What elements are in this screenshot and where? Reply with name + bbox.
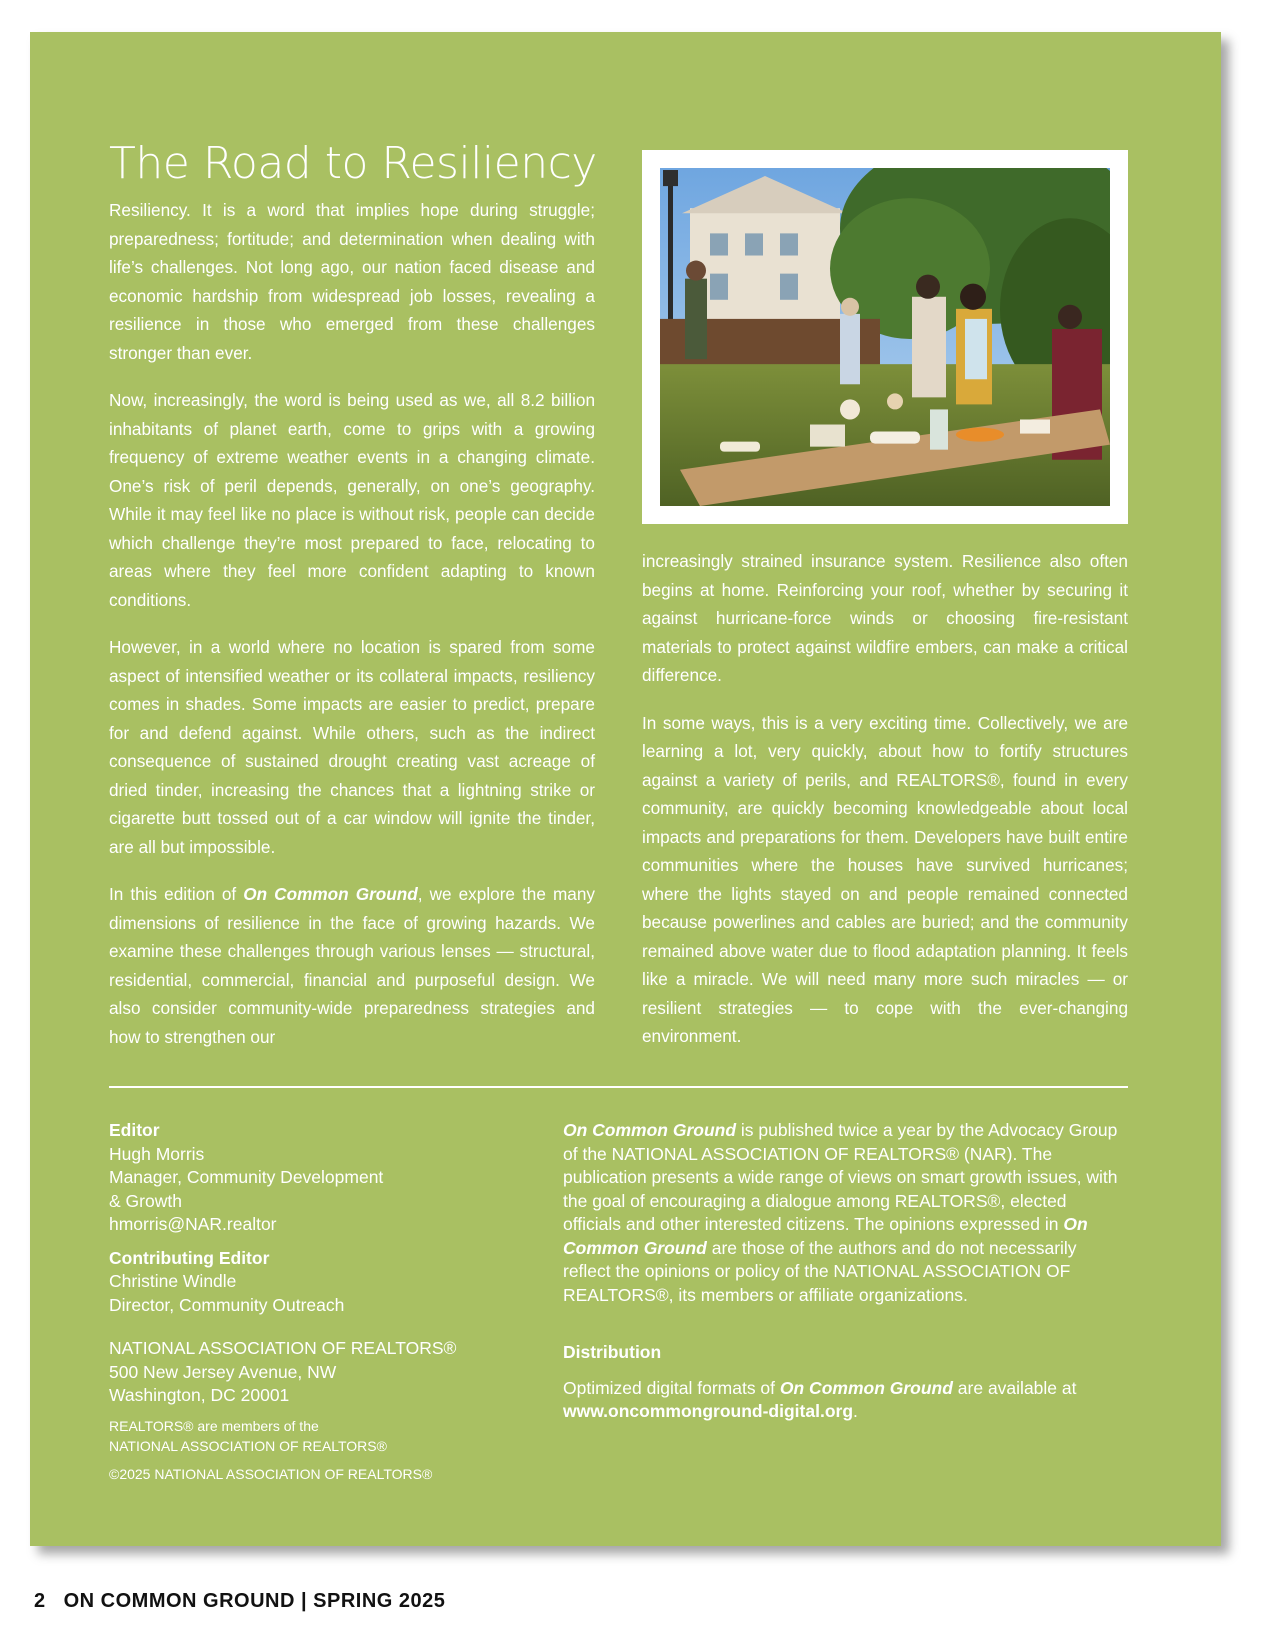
editor-name: Hugh Morris bbox=[109, 1143, 205, 1164]
paragraph-text: , we explore the many dimensions of resilience in the face of growing hazards. We examine these challenges through various lenses — structural, residential, commercial, financial and purposeful design. We also consider community-wide preparedness strategies and how to strengthen our bbox=[109, 884, 595, 1047]
article-paragraph: increasingly strained insurance system. Resilience also often begins at home. Reinforcing your roof, whether by securing it against hurricane-force winds or choosing fire-resistant materials to protect against wildfire embers, can make a critical difference. bbox=[642, 551, 1128, 685]
contributing-editor-name: Christine Windle bbox=[109, 1271, 237, 1291]
org-street: 500 New Jersey Avenue, NW bbox=[109, 1361, 337, 1382]
about-text-part: are those of the authors and do not necessarily reflect the opinions or policy of the NATIONAL ASSOCIATION OF REALTORS®, its members or affiliate organizations. bbox=[563, 1237, 1077, 1305]
section-divider bbox=[109, 1086, 1128, 1088]
article-column-left bbox=[109, 196, 595, 1051]
editor-block bbox=[109, 1119, 529, 1237]
paragraph-text: In this edition of bbox=[109, 884, 244, 904]
page-number: 2 bbox=[34, 1590, 46, 1612]
article-paragraph bbox=[109, 880, 595, 1051]
publication-name: On Common Ground bbox=[563, 1214, 1088, 1258]
article-paragraph: In some ways, this is a very exciting time. Collectively, we are learning a lot, very quickly, about how to fortify structures against a variety of perils, and REALTORS®, found in every community, are quickly becoming knowledgeable about local impacts and preparations for them. Developers have built entire communities where the houses have survived hurricanes; where the lights stayed on and people remained connected because powerlines and cables are buried; and the community remained above water due to flood adaptation planning. It feels like a miracle. We will need many more such miracles — or resilient strategies — to cope with the ever-changing environment. bbox=[642, 712, 1128, 1046]
contributing-editor-label: Contributing Editor bbox=[109, 1247, 270, 1268]
contributing-editor-title: Director, Community Outreach bbox=[109, 1294, 345, 1315]
about-text bbox=[563, 1119, 1128, 1307]
about-text-part: is published twice a year by the Advocacy Group of the NATIONAL ASSOCIATION OF REALTORS® (NAR). The publication presents a wide range of views on smart growth issues, with the goal of encouraging a dialogue among REALTORS®, elected officials and other interested citizens. The opinions expressed in bbox=[563, 1120, 1118, 1234]
distribution-text-part: . bbox=[853, 1401, 858, 1421]
editor-title: Manager, Community Development bbox=[109, 1167, 384, 1187]
distribution-text-part: Optimized digital formats of bbox=[563, 1377, 780, 1398]
editor-email[interactable]: hmorris@NAR.realtor bbox=[109, 1214, 277, 1234]
publication-name: On Common Ground bbox=[779, 1377, 953, 1398]
members-note: REALTORS® are members of the bbox=[109, 1417, 319, 1434]
article-column-right bbox=[642, 547, 1128, 1051]
article-title: The Road to Resiliency bbox=[109, 138, 597, 189]
publication-name: On Common Ground bbox=[243, 884, 418, 904]
photo-frame bbox=[642, 150, 1128, 524]
members-note: NATIONAL ASSOCIATION OF REALTORS® bbox=[109, 1437, 387, 1454]
about-publication bbox=[563, 1119, 1128, 1424]
address-block bbox=[109, 1337, 529, 1408]
editor-title: & Growth bbox=[109, 1190, 182, 1211]
article-paragraph: However, in a world where no location is spared from some aspect of intensified weather or its collateral impacts, resiliency comes in shades. Some impacts are easier to predict, prepare for and defend against. While others, such as the indirect consequence of sustained drought creating vast acreage of dried tinder, increasing the chances that a lightning strike or cigarette butt tossed out of a car window will ignite the tinder, are all but impossible. bbox=[109, 637, 595, 857]
editor-label: Editor bbox=[109, 1120, 160, 1140]
copyright-notice: ©2025 NATIONAL ASSOCIATION OF REALTORS® bbox=[109, 1465, 433, 1482]
org-name: NATIONAL ASSOCIATION OF REALTORS® bbox=[109, 1338, 457, 1358]
masthead bbox=[109, 1119, 529, 1484]
article-paragraph: Now, increasingly, the word is being used as we, all 8.2 billion inhabitants of planet earth, come to grips with a growing frequency of extreme weather events in a changing climate. One’s risk of peril depends, generally, on one’s geography. While it may feel like no place is without risk, people can decide which challenge they’re most prepared to face, relocating to areas where they feel more confident adapting to known conditions. bbox=[109, 390, 595, 610]
distribution-text bbox=[563, 1377, 1128, 1424]
distribution-text-part: are available at bbox=[952, 1377, 1077, 1398]
website-link[interactable]: www.oncommonground-digital.org bbox=[563, 1401, 854, 1421]
org-city: Washington, DC 20001 bbox=[109, 1385, 290, 1405]
page-footer bbox=[34, 1590, 445, 1613]
article-paragraph: Resiliency. It is a word that implies hope during struggle; preparedness; fortitude; and determination when dealing with life’s challenges. Not long ago, our nation faced disease and economic hardship from widespread job losses, revealing a resilience in those who emerged from these challenges stronger than ever. bbox=[109, 200, 595, 363]
contributing-editor-block bbox=[109, 1247, 529, 1318]
distribution-label: Distribution bbox=[563, 1342, 662, 1362]
garden-party-illustration bbox=[660, 168, 1110, 506]
publication-name: On Common Ground bbox=[563, 1120, 737, 1140]
garden-party-photo bbox=[660, 168, 1110, 506]
running-head: ON COMMON GROUND | SPRING 2025 bbox=[63, 1590, 446, 1612]
